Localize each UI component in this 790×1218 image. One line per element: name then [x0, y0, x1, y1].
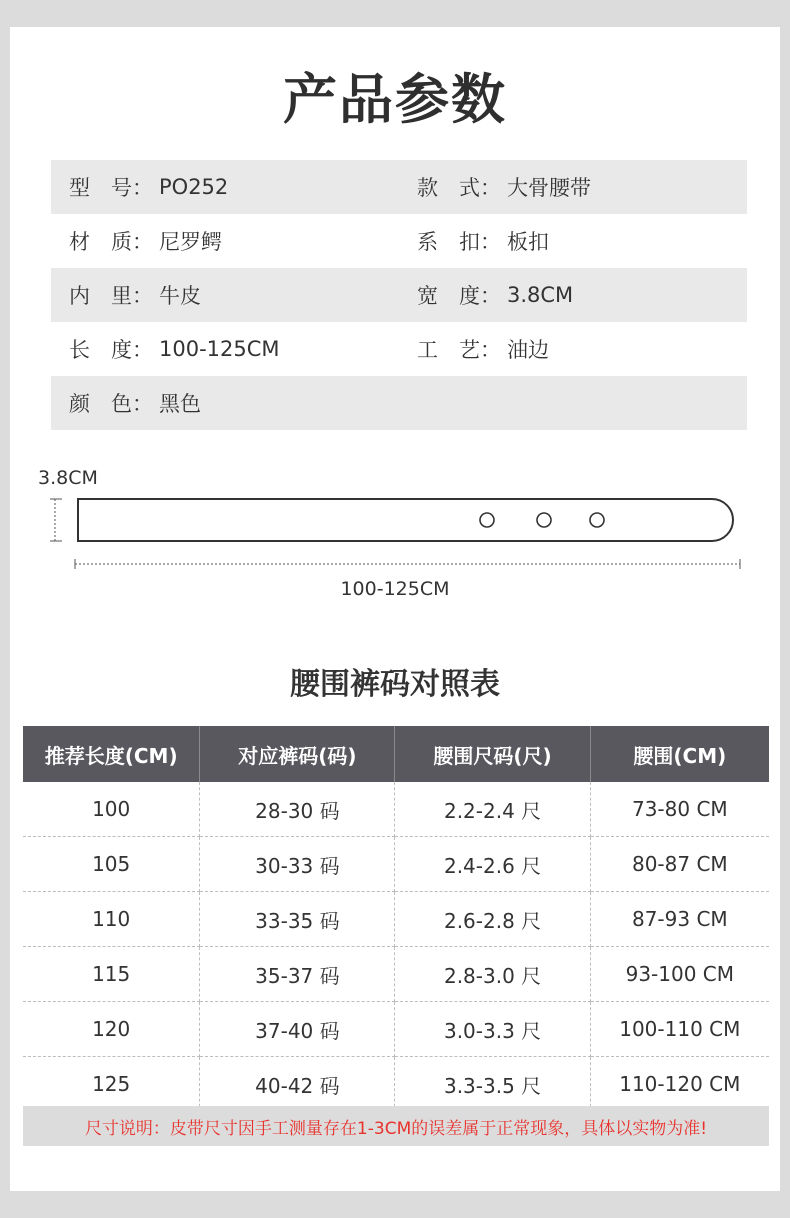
table-cell: 105	[23, 837, 200, 892]
column-header-pants-size: 对应裤码(码)	[200, 726, 395, 782]
table-cell: 115	[23, 947, 200, 1002]
table-cell: 28-30 码	[200, 782, 395, 837]
spec-row	[51, 214, 747, 268]
table-row	[23, 1057, 769, 1112]
spec-label: 工 艺：	[417, 338, 501, 362]
size-table	[23, 726, 769, 1112]
table-cell: 2.6-2.8 尺	[395, 892, 590, 947]
table-cell: 100-110 CM	[590, 1002, 769, 1057]
table-cell: 110	[23, 892, 200, 947]
spec-row	[51, 268, 747, 322]
spec-label: 宽 度：	[417, 284, 501, 308]
size-note: 尺寸说明：皮带尺寸因手工测量存在1-3CM的误差属于正常现象，具体以实物为准!	[23, 1106, 769, 1146]
spec-item-color	[51, 388, 399, 418]
belt-diagram	[10, 457, 780, 617]
spec-value: 牛皮	[159, 284, 201, 308]
spec-label: 长 度：	[69, 338, 153, 362]
spec-item-buckle	[399, 226, 747, 256]
spec-value: 100-125CM	[159, 337, 280, 361]
spec-row	[51, 322, 747, 376]
belt-hole	[537, 513, 551, 527]
spec-item-width	[399, 280, 747, 310]
spec-label: 颜 色：	[69, 392, 153, 416]
table-cell: 100	[23, 782, 200, 837]
spec-label: 系 扣：	[417, 230, 501, 254]
table-cell: 110-120 CM	[590, 1057, 769, 1112]
table-cell: 3.0-3.3 尺	[395, 1002, 590, 1057]
spec-table	[51, 160, 747, 430]
spec-value: 板扣	[507, 230, 549, 254]
table-cell: 93-100 CM	[590, 947, 769, 1002]
spec-value: 大骨腰带	[507, 176, 591, 200]
table-cell: 2.8-3.0 尺	[395, 947, 590, 1002]
spec-value: 尼罗鳄	[159, 230, 222, 254]
length-label: 100-125CM	[340, 578, 450, 600]
spec-item-model	[51, 172, 399, 202]
size-table-header	[23, 726, 769, 782]
table-row	[23, 837, 769, 892]
table-cell: 125	[23, 1057, 200, 1112]
table-cell: 3.3-3.5 尺	[395, 1057, 590, 1112]
spec-label: 款 式：	[417, 176, 501, 200]
table-cell: 120	[23, 1002, 200, 1057]
spec-item-style	[399, 172, 747, 202]
table-cell: 2.2-2.4 尺	[395, 782, 590, 837]
spec-item-material	[51, 226, 399, 256]
belt-hole	[590, 513, 604, 527]
size-chart-title: 腰围裤码对照表	[290, 667, 500, 702]
table-row	[23, 1002, 769, 1057]
table-cell: 73-80 CM	[590, 782, 769, 837]
table-cell: 30-33 码	[200, 837, 395, 892]
column-header-length: 推荐长度(CM)	[23, 726, 200, 782]
table-cell: 87-93 CM	[590, 892, 769, 947]
product-card	[10, 27, 780, 1191]
spec-row	[51, 160, 747, 214]
table-row	[23, 947, 769, 1002]
table-cell: 37-40 码	[200, 1002, 395, 1057]
spec-item-length	[51, 334, 399, 364]
spec-item-craft	[399, 334, 747, 364]
column-header-waist-cm: 腰围(CM)	[590, 726, 769, 782]
spec-value: 3.8CM	[507, 283, 574, 307]
spec-row	[51, 376, 747, 430]
spec-label: 内 里：	[69, 284, 153, 308]
belt-strap	[78, 499, 733, 541]
table-cell: 40-42 码	[200, 1057, 395, 1112]
table-cell: 80-87 CM	[590, 837, 769, 892]
spec-value: 油边	[507, 338, 549, 362]
table-row	[23, 892, 769, 947]
spec-value: 黑色	[159, 392, 201, 416]
spec-item-lining	[51, 280, 399, 310]
spec-label: 材 质：	[69, 230, 153, 254]
table-row	[23, 782, 769, 837]
table-cell: 33-35 码	[200, 892, 395, 947]
spec-label: 型 号：	[69, 176, 153, 200]
column-header-waist-chi: 腰围尺码(尺)	[395, 726, 590, 782]
spec-value: PO252	[159, 175, 229, 199]
page-title: 产品参数	[283, 68, 507, 131]
width-label: 3.8CM	[38, 467, 98, 489]
table-cell: 2.4-2.6 尺	[395, 837, 590, 892]
table-cell: 35-37 码	[200, 947, 395, 1002]
belt-hole	[480, 513, 494, 527]
